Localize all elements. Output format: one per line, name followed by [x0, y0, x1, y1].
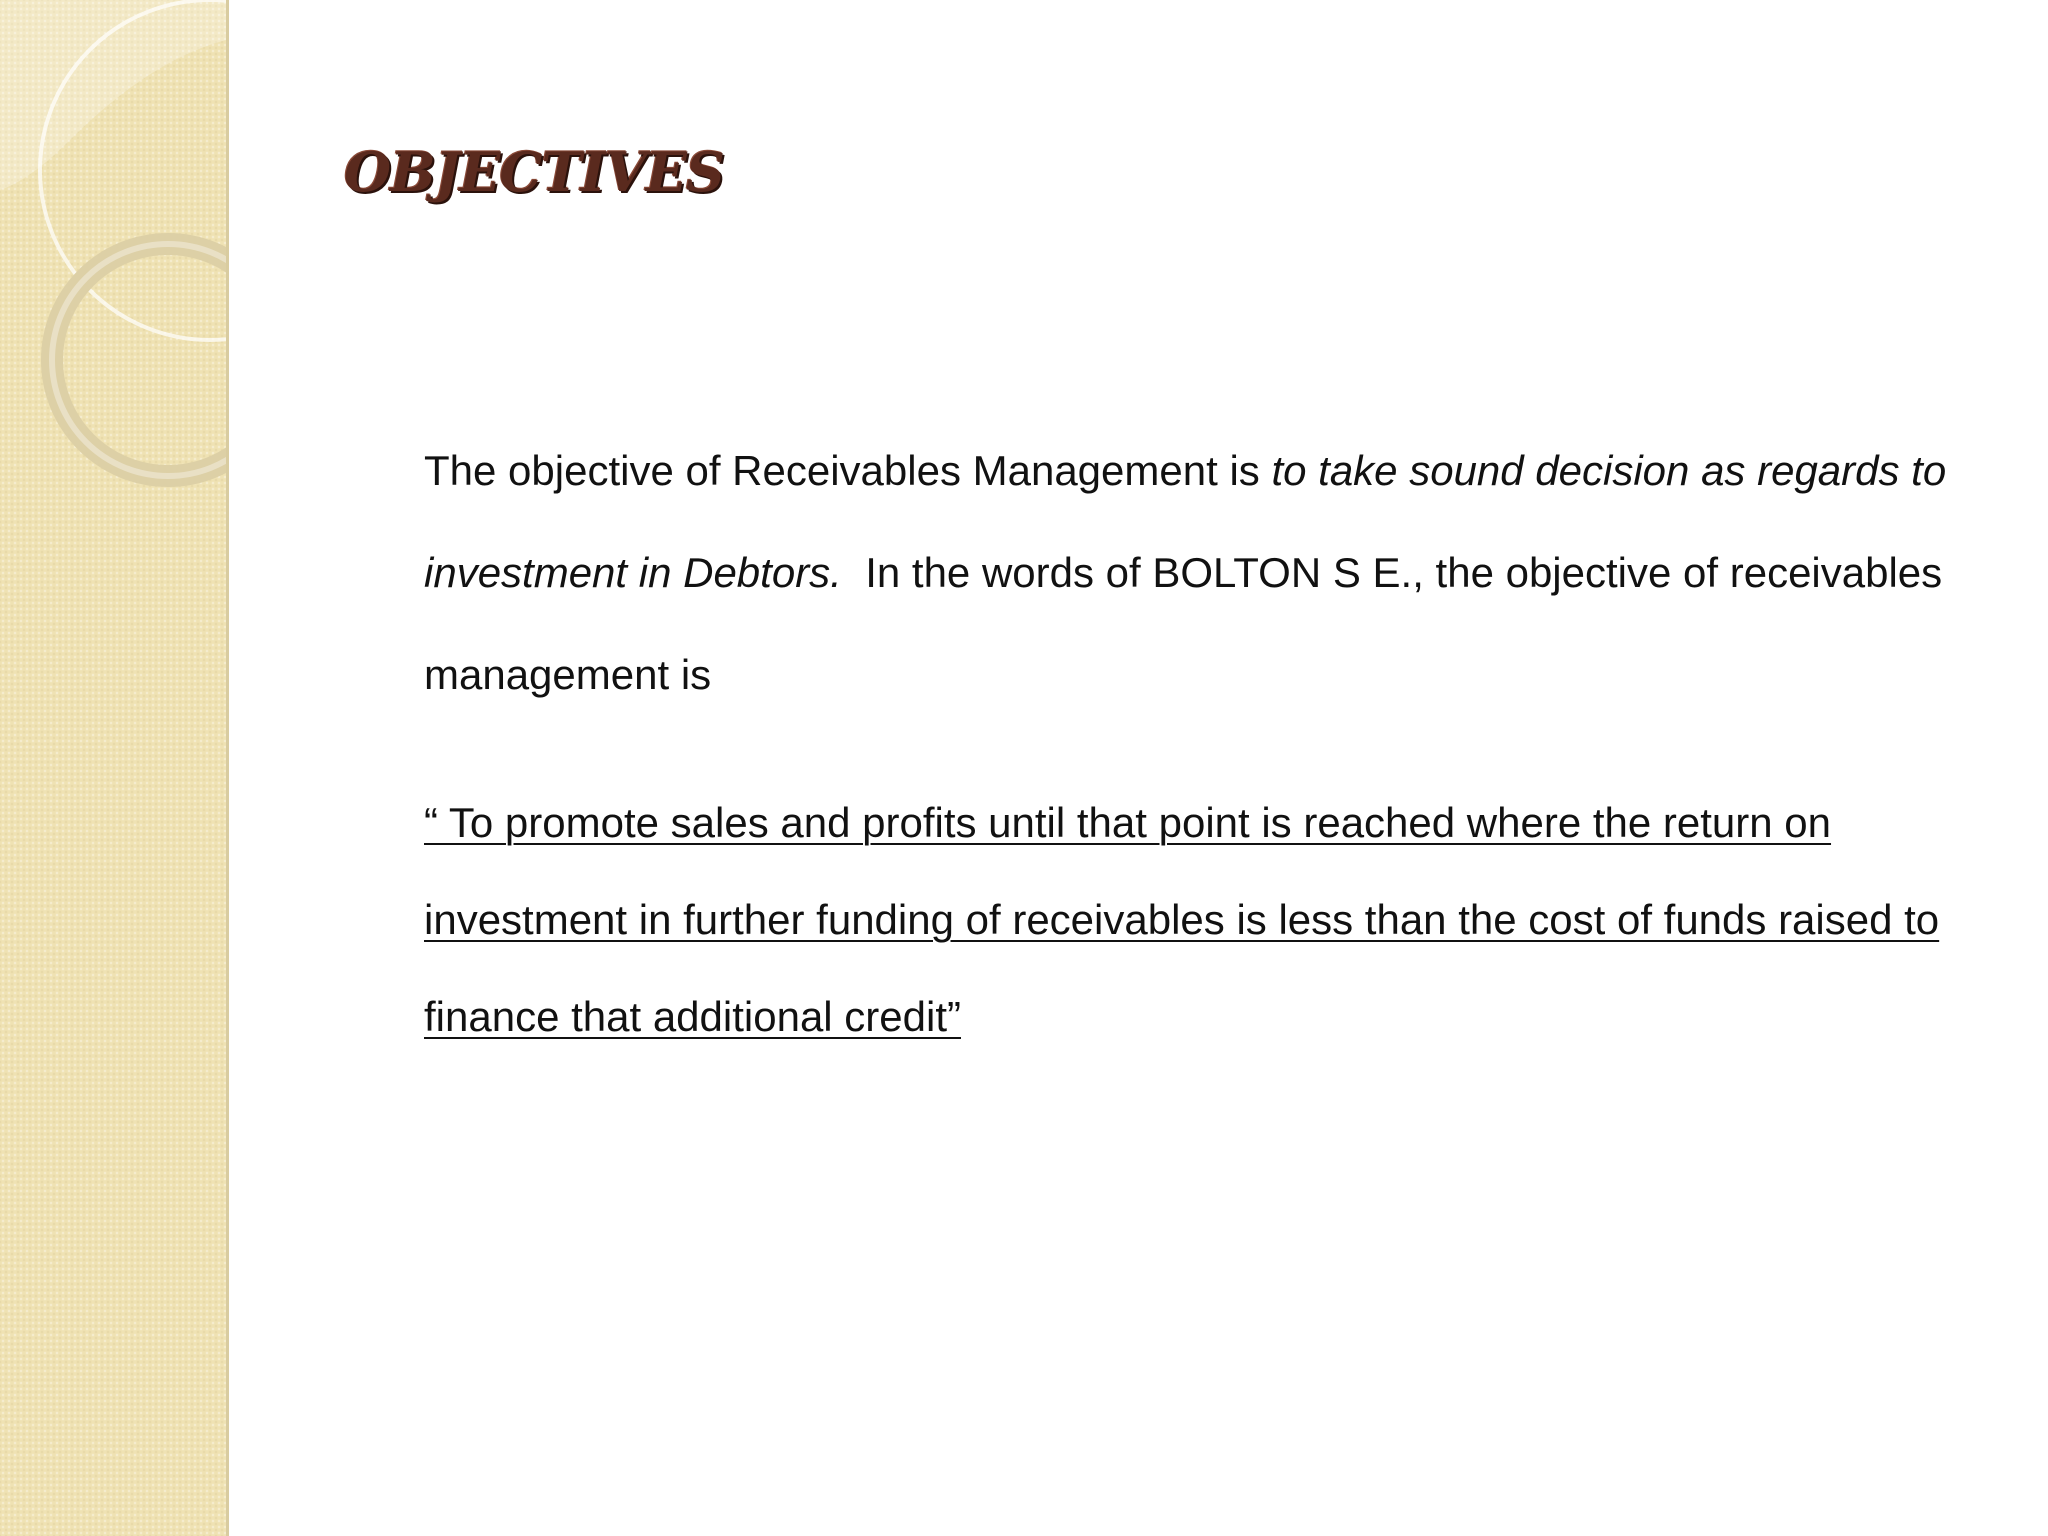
decorative-circles-icon [0, 0, 226, 520]
paragraph-continuation: In the words of BOLTON S E., the objective of receivables management is [424, 549, 1954, 698]
bolton-quote: “ To promote sales and profits until that point is reached where the return on investment in further funding of receivables is less than the cost of funds raised to finance that additional credit” [424, 799, 1940, 1040]
paragraph-intro: The objective of Receivables Management is [424, 447, 1272, 494]
slide-title: OBJECTIVES [344, 140, 724, 204]
paragraph-emphasis: to take sound decision as regards to investment in Debtors. [424, 447, 1947, 596]
objective-paragraph [424, 420, 1964, 726]
slide-body [424, 420, 1964, 1065]
side-band-divider [226, 0, 229, 1536]
